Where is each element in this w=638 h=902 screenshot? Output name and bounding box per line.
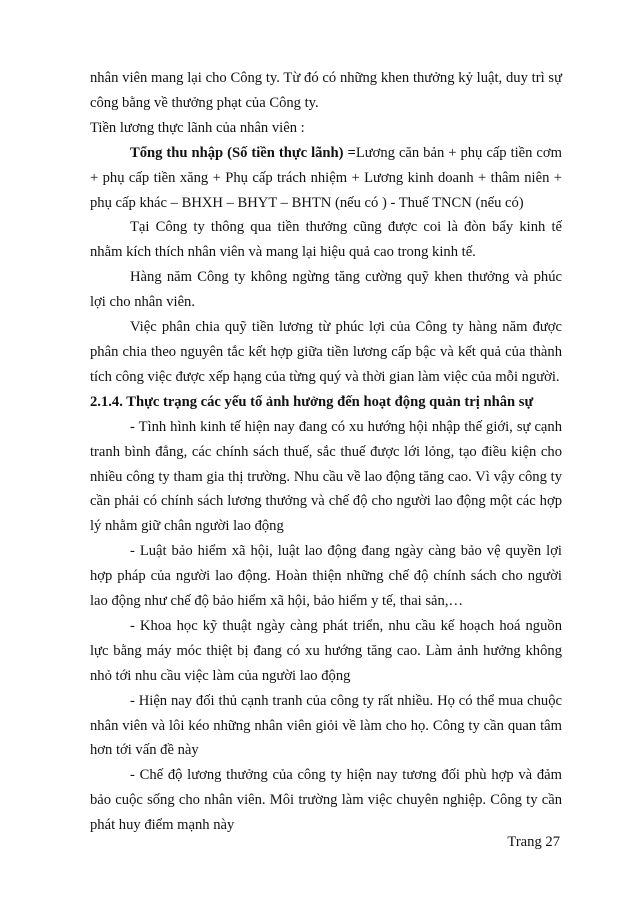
paragraph-bonus-leverage: Tại Công ty thông qua tiền thưởng cũng được coi là đòn bẩy kinh tế nhằm kích thích nhân viên và mang lại hiệu quả cao trong kinh tế. [90,219,562,261]
list-item-technology: - Khoa học kỹ thuật ngày càng phát triển, nhu cầu kế hoạch hoá nguồn lực bằng máy móc thiệt bị đang có xu hướng tăng cao. Làm ảnh hưởng không nhỏ tới nhu cầu việc làm của người lao động [90,617,562,684]
paragraph-total-income [90,141,562,216]
section-heading: 2.1.4. Thực trạng các yếu tố ảnh hưởng đến hoạt động quản trị nhân sự [90,393,534,410]
page-number: Trang 27 [507,834,560,850]
list-item-competitors: - Hiện nay đối thủ cạnh tranh của công ty rất nhiều. Họ có thể mua chuộc nhân viên và lôi kéo những nhân viên giỏi về làm cho họ. Công ty cần quan tâm hơn tới vấn đề này [90,692,562,759]
paragraph-fund-distribution: Việc phân chia quỹ tiền lương từ phúc lợi của Công ty hàng năm được phân chia theo nguyên tắc kết hợp giữa tiền lương cấp bậc và kết quả của thành tích công việc được xếp hạng của từng quý và thời gian làm việc của mỗi người. [90,319,562,385]
total-income-formula: Lương căn bản + phụ cấp tiền cơm + phụ cấp tiền xăng + Phụ cấp trách nhiệm + Lương kinh doanh + thâm niên + phụ cấp khác – BHXH – BHYT – BHTN (nếu có ) - Thuế TNCN (nếu có) [90,144,562,211]
page-body [90,66,562,838]
list-item-law: - Luật bảo hiểm xã hội, luật lao động đang ngày càng bảo vệ quyền lợi hợp pháp của người lao động. Hoàn thiện những chế độ chính sách cho người lao động như chế độ bảo hiểm xã hội, bảo hiểm y tế, thai sản,… [90,543,562,610]
paragraph-salary-intro: Tiền lương thực lãnh của nhân viên : [90,119,305,136]
total-income-label: Tổng thu nhập (Số tiền thực lãnh) = [130,144,356,161]
paragraph-continuation: nhân viên mang lại cho Công ty. Từ đó có những khen thưởng kỷ luật, duy trì sự công bằng về thưởng phạt của Công ty. [90,70,562,111]
list-item-compensation: - Chế độ lương thưởng của công ty hiện nay tương đối phù hợp và đảm bảo cuộc sống cho nhân viên. Môi trường làm việc chuyên nghiệp. Công ty cần phát huy điểm mạnh này [90,767,562,834]
paragraph-reward-fund: Hàng năm Công ty không ngừng tăng cường quỹ khen thưởng và phúc lợi cho nhân viên. [90,269,562,311]
list-item-economy: - Tình hình kinh tế hiện nay đang có xu hướng hội nhập thế giới, sự cạnh tranh bình đẳng, các chính sách thuế, sắc thuế được lới lỏng, tạo điều kiện cho nhiều công ty tham gia thị trường. Nhu cầu về lao động tăng cao. Vì vậy công ty cần phải có chính sách lương thưởng và chế độ cho người lao động một các hợp lý nhằm giữ chân người lao động [90,418,562,535]
